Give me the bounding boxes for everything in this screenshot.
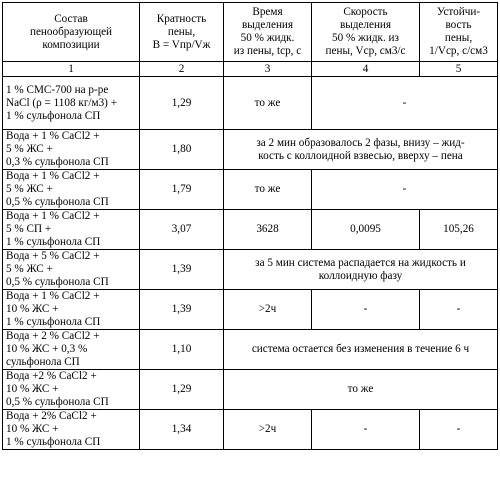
merged-note-cell: за 2 мин образовалось 2 фазы, внизу – жид- кость с коллоидной взвесью, вверху – пена xyxy=(224,130,498,170)
header-foam-ratio: Кратность пены, B = Vпр/Vж xyxy=(140,3,224,62)
stability-cell: - xyxy=(420,410,498,450)
merged-note-cell: за 5 мин система распадается на жидкость и коллоидную фазу xyxy=(224,250,498,290)
column-number-row xyxy=(3,62,498,77)
ratio-cell: 3,07 xyxy=(140,210,224,250)
composition-cell: Вода + 5 % CaCl2 + 5 % ЖС + 0,5 % сульфонола СП xyxy=(3,250,140,290)
stability-cell: - xyxy=(420,290,498,330)
merged-note-cell: - xyxy=(312,170,498,210)
header-composition: Состав пенообразующей композиции xyxy=(3,3,140,62)
composition-cell: Вода + 1 % CaCl2 + 5 % СП + 1 % сульфонола СП xyxy=(3,210,140,250)
composition-cell: 1 % CMC-700 на р-ре NaCl (ρ = 1108 кг/м3) + 1 % сульфонола СП xyxy=(3,77,140,130)
table-row xyxy=(3,250,498,290)
time-cell: >2ч xyxy=(224,410,312,450)
header-stability: Устойчи- вость пены, 1/Vср, с/см3 xyxy=(420,3,498,62)
time-cell: 3628 xyxy=(224,210,312,250)
time-cell: то же xyxy=(224,170,312,210)
ratio-cell: 1,10 xyxy=(140,330,224,370)
speed-cell: - xyxy=(312,290,420,330)
table-row xyxy=(3,410,498,450)
merged-note-cell: то же xyxy=(224,370,498,410)
composition-cell: Вода + 1 % CaCl2 + 5 % ЖС + 0,5 % сульфонола СП xyxy=(3,170,140,210)
table-row xyxy=(3,210,498,250)
column-number: 2 xyxy=(140,62,224,77)
composition-cell: Вода + 2 % CaCl2 + 10 % ЖС + 0,3 % сульфонола СП xyxy=(3,330,140,370)
table-row xyxy=(3,170,498,210)
composition-cell: Вода +2 % CaCl2 + 10 % ЖС + 0,5 % сульфонола СП xyxy=(3,370,140,410)
header-row xyxy=(3,3,498,62)
composition-cell: Вода + 2% CaCl2 + 10 % ЖС + 1 % сульфонола СП xyxy=(3,410,140,450)
stability-cell: 105,26 xyxy=(420,210,498,250)
header-release-time: Время выделения 50 % жидк. из пены, tср, с xyxy=(224,3,312,62)
table-row xyxy=(3,77,498,130)
composition-cell: Вода + 1 % CaCl2 + 10 % ЖС + 1 % сульфонола СП xyxy=(3,290,140,330)
time-cell: то же xyxy=(224,77,312,130)
column-number: 5 xyxy=(420,62,498,77)
table-row xyxy=(3,290,498,330)
ratio-cell: 1,79 xyxy=(140,170,224,210)
table-row xyxy=(3,130,498,170)
merged-note-cell: система остается без изменения в течение 6 ч xyxy=(224,330,498,370)
ratio-cell: 1,29 xyxy=(140,77,224,130)
column-number: 4 xyxy=(312,62,420,77)
speed-cell: 0,0095 xyxy=(312,210,420,250)
ratio-cell: 1,39 xyxy=(140,250,224,290)
speed-cell: - xyxy=(312,410,420,450)
table-row xyxy=(3,370,498,410)
ratio-cell: 1,39 xyxy=(140,290,224,330)
ratio-cell: 1,34 xyxy=(140,410,224,450)
foam-properties-table xyxy=(2,2,498,450)
table-row xyxy=(3,330,498,370)
column-number: 3 xyxy=(224,62,312,77)
time-cell: >2ч xyxy=(224,290,312,330)
merged-note-cell: - xyxy=(312,77,498,130)
ratio-cell: 1,29 xyxy=(140,370,224,410)
composition-cell: Вода + 1 % CaCl2 + 5 % ЖС + 0,3 % сульфонола СП xyxy=(3,130,140,170)
ratio-cell: 1,80 xyxy=(140,130,224,170)
header-release-speed: Скорость выделения 50 % жидк. из пены, Vср, см3/с xyxy=(312,3,420,62)
column-number: 1 xyxy=(3,62,140,77)
